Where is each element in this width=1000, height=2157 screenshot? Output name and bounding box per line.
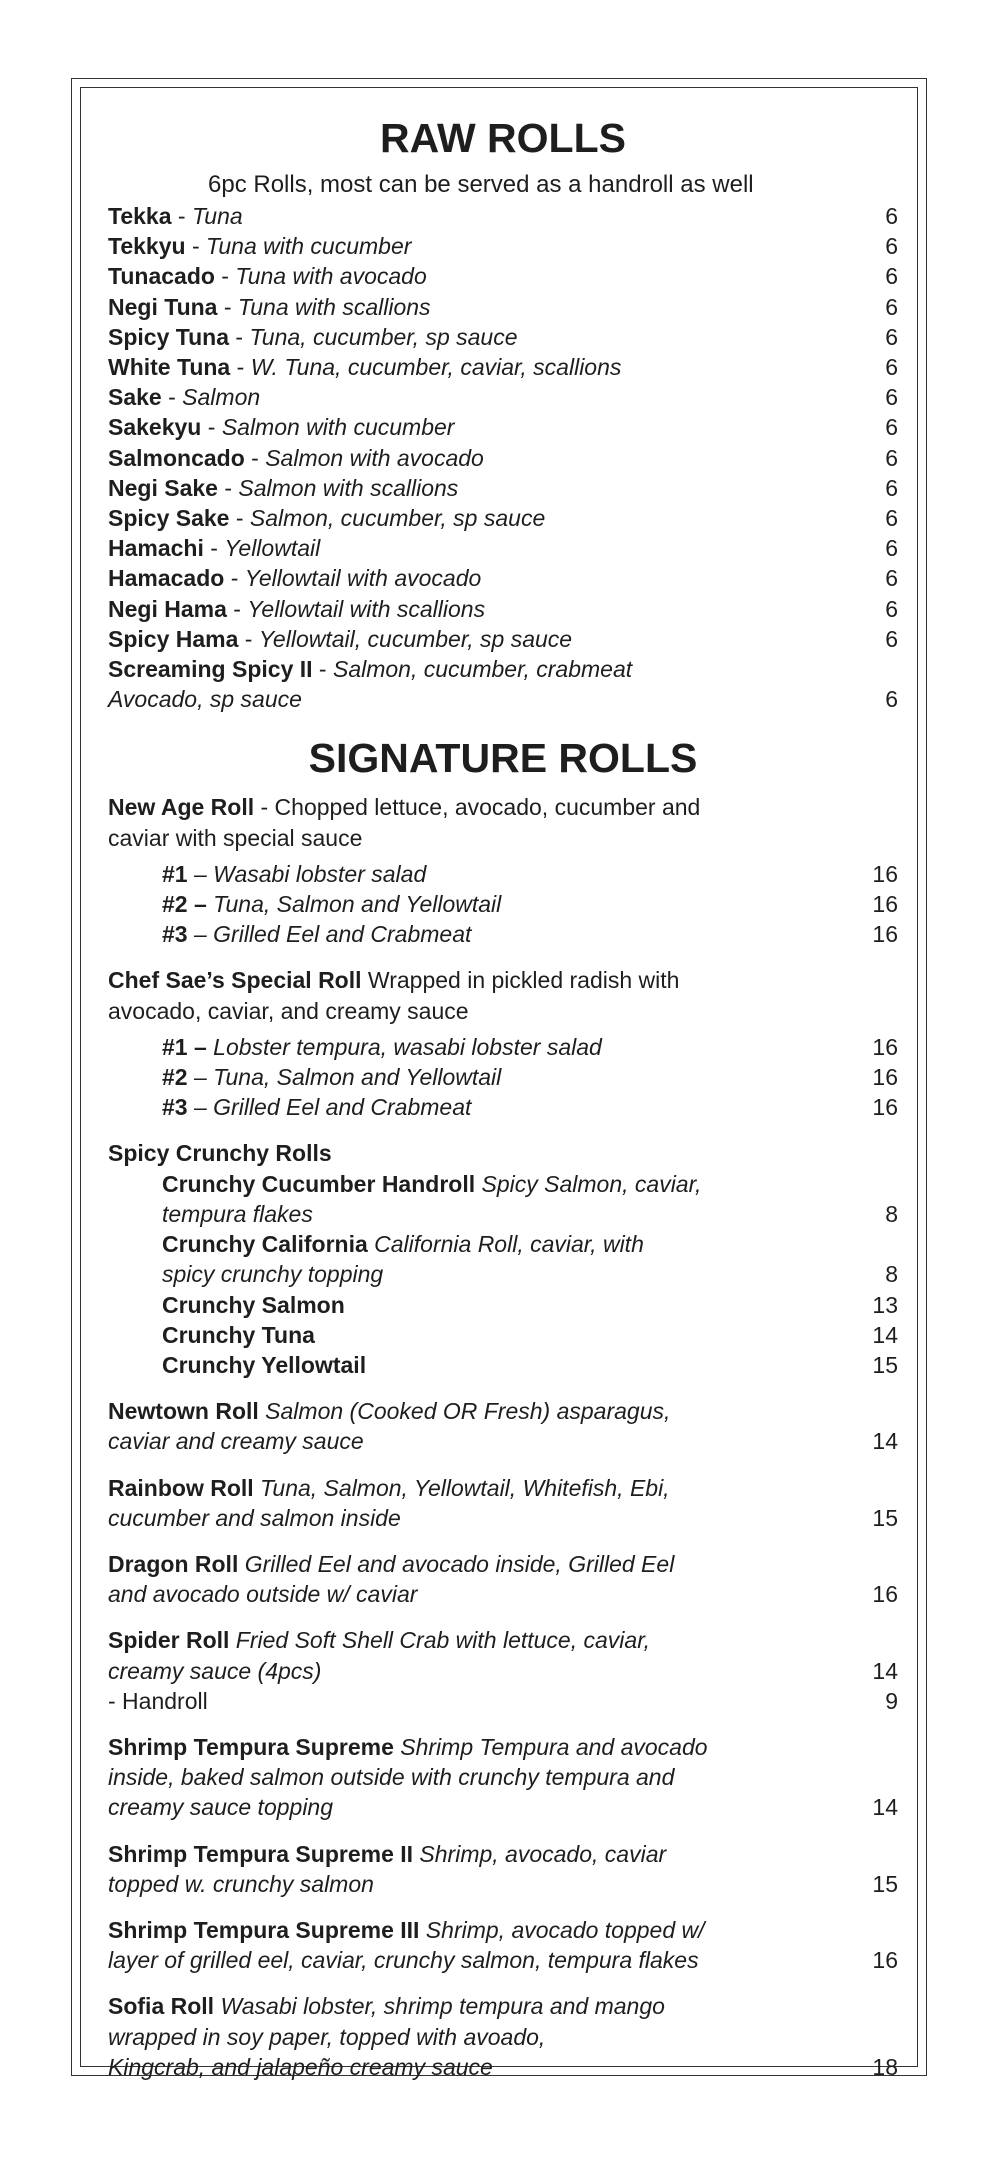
option-desc: – Wasabi lobster salad [187,860,427,887]
menu-item-raw-roll: Negi Sake - Salmon with scallions 6 [108,473,898,503]
menu-item-raw-roll: Sake - Salmon 6 [108,382,898,412]
option-row [108,859,898,889]
item-name: Crunchy Yellowtail [162,1351,367,1378]
menu-content [108,110,898,2082]
item-name: Tekka [108,203,172,229]
item-name: Sofia Roll [108,1993,215,2020]
item-name: Shrimp Tempura Supreme II [108,1840,414,1867]
item-desc: Salmon (Cooked OR Fresh) asparagus, [258,1398,671,1425]
item-price: 13 [872,1291,898,1318]
item-desc: creamy sauce topping [108,1794,334,1821]
menu-item-crunchy-salmon [108,1290,898,1320]
item-price: 16 [872,1033,898,1060]
item-desc: tempura flakes [162,1200,313,1227]
item-price: 6 [885,565,898,592]
menu-item-raw-roll: Tunacado - Tuna with avocado 6 [108,261,898,291]
item-price: 6 [885,474,898,501]
item-desc: wrapped in soy paper, topped with avoado, [108,2023,546,2050]
section-title: Spicy Crunchy Rolls [108,1140,332,1167]
raw-rolls-subtitle: 6pc Rolls, most can be served as a handroll as well [208,171,754,198]
item-desc: Kingcrab, and jalapeño creamy sauce [108,2053,493,2080]
item-price: 16 [872,1064,898,1091]
option-row [108,1062,898,1092]
menu-item-shrimp-tempura-supreme-iii [108,1915,898,1975]
menu-item-crunchy-california [108,1229,898,1259]
option-num: #3 [162,1094,188,1121]
item-name: Negi Hama [108,595,227,622]
option-row [108,1032,898,1062]
handroll-label: - Handroll [108,1687,208,1714]
item-price: 15 [872,1870,898,1897]
item-desc: and avocado outside w/ caviar [108,1581,418,1608]
item-desc: Salmon with avocado [265,444,484,471]
menu-item-crunchy-cucumber [108,1169,898,1199]
item-price: 15 [872,1504,898,1531]
item-desc: cucumber and salmon inside [108,1504,401,1531]
option-num: #2 [162,1064,188,1091]
item-name: Spider Roll [108,1627,230,1654]
menu-item-screaming-spicy-cont [108,684,898,714]
option-num: #2 – [162,891,207,918]
item-price: 8 [885,1261,898,1288]
item-desc: Shrimp, avocado, caviar [413,1840,667,1867]
menu-item-raw-roll: Hamacado - Yellowtail with avocado 6 [108,563,898,593]
menu-item-newtown-roll [108,1396,898,1456]
item-price: 6 [885,625,898,652]
item-price: 16 [872,860,898,887]
item-price: 6 [885,444,898,471]
item-price: 9 [885,1687,898,1714]
item-name: Crunchy Salmon [162,1291,345,1318]
item-desc: caviar and creamy sauce [108,1428,364,1455]
item-name: Negi Tuna [108,293,218,320]
menu-item-raw-roll: Tekka - Tuna 6 [108,201,898,231]
item-desc: Tuna with cucumber [206,233,412,260]
item-name: Rainbow Roll [108,1474,254,1501]
item-desc: Wrapped in pickled radish with [361,967,680,994]
item-price: 15 [872,1351,898,1378]
item-name: White Tuna [108,354,231,381]
raw-rolls-list [108,201,898,654]
item-name: Spicy Sake [108,505,230,532]
item-name: Spicy Tuna [108,323,229,350]
item-price: 6 [885,233,898,260]
item-price: 6 [885,535,898,562]
item-price: 6 [885,686,898,713]
item-price: 6 [885,414,898,441]
item-name: Dragon Roll [108,1550,239,1577]
menu-item-raw-roll: Spicy Sake - Salmon, cucumber, sp sauce 6 [108,503,898,533]
item-desc: Grilled Eel and avocado inside, Grilled Eel [238,1550,675,1577]
item-desc: Tuna with scallions [237,293,431,320]
item-name: Spicy Hama [108,625,239,652]
item-desc: W. Tuna, cucumber, caviar, scallions [250,354,622,381]
item-name: Hamachi [108,535,204,562]
item-price: 14 [872,1428,898,1455]
item-price: 16 [872,891,898,918]
menu-item-raw-roll: Salmoncado - Salmon with avocado 6 [108,443,898,473]
item-desc: Tuna, cucumber, sp sauce [249,323,518,350]
item-desc: Spicy Salmon, caviar, [475,1170,702,1197]
item-desc: Salmon with cucumber [221,414,455,441]
item-name: Negi Sake [108,474,218,501]
item-name: Screaming Spicy II [108,656,313,683]
menu-item-raw-roll: White Tuna - W. Tuna, cucumber, caviar, scallions 6 [108,352,898,382]
item-price: 14 [872,1657,898,1684]
item-desc: Shrimp Tempura and avocado [393,1733,708,1760]
option-desc: – Grilled Eel and Crabmeat [187,1094,472,1121]
item-name: Hamacado [108,565,225,592]
menu-item-rainbow-roll [108,1473,898,1533]
menu-item-raw-roll: Spicy Hama - Yellowtail, cucumber, sp sauce 6 [108,624,898,654]
item-desc: Yellowtail with scallions [247,595,486,622]
item-desc: Avocado, sp sauce [108,686,302,713]
item-name: Crunchy Cucumber Handroll [162,1170,476,1197]
item-desc: Shrimp, avocado topped w/ [419,1916,705,1943]
item-price: 18 [872,2053,898,2080]
item-desc: Salmon, cucumber, sp sauce [249,505,546,532]
item-desc: Fried Soft Shell Crab with lettuce, caviar, [229,1627,650,1654]
option-row [108,1092,898,1122]
menu-item-spider-roll [108,1625,898,1716]
item-price: 6 [885,203,898,229]
option-num: #1 [162,860,188,887]
item-price: 16 [872,921,898,948]
item-desc: spicy crunchy topping [162,1261,384,1288]
item-price: 6 [885,323,898,350]
menu-item-raw-roll: Negi Hama - Yellowtail with scallions 6 [108,594,898,624]
item-name: Salmoncado [108,444,245,471]
option-num: #3 [162,921,188,948]
item-desc: avocado, caviar, and creamy sauce [108,997,469,1024]
menu-item-raw-roll: Spicy Tuna - Tuna, cucumber, sp sauce 6 [108,322,898,352]
item-name: Chef Sae’s Special Roll [108,967,362,994]
menu-item-raw-roll: Negi Tuna - Tuna with scallions 6 [108,292,898,322]
item-name: Tunacado [108,263,215,290]
option-row [108,889,898,919]
item-price: 6 [885,354,898,381]
option-desc: Lobster tempura, wasabi lobster salad [206,1033,602,1060]
item-desc: creamy sauce (4pcs) [108,1657,322,1684]
option-desc: Tuna, Salmon and Yellowtail [206,891,502,918]
option-row [108,919,898,949]
item-price: 6 [885,384,898,411]
item-name: Crunchy California [162,1231,368,1258]
option-desc: – Tuna, Salmon and Yellowtail [187,1064,502,1091]
option-num: #1 – [162,1033,207,1060]
item-desc: Tuna, Salmon, Yellowtail, Whitefish, Ebi, [253,1474,670,1501]
item-price: 6 [885,293,898,320]
menu-item-raw-roll: Tekkyu - Tuna with cucumber 6 [108,231,898,261]
raw-rolls-title: RAW ROLLS [380,115,626,161]
item-price: 16 [872,1581,898,1608]
menu-section-spicy-crunchy [108,1138,898,1380]
signature-rolls-title: SIGNATURE ROLLS [308,735,698,782]
item-price: 14 [872,1794,898,1821]
menu-item-sofia-roll [108,1991,898,2082]
item-desc: topped w. crunchy salmon [108,1870,374,1897]
menu-item-new-age-roll [108,792,898,949]
menu-item-raw-roll: Sakekyu - Salmon with cucumber 6 [108,412,898,442]
item-desc: - Chopped lettuce, avocado, cucumber and [254,794,701,821]
item-name: New Age Roll [108,794,255,821]
item-name: Shrimp Tempura Supreme III [108,1916,420,1943]
menu-item-crunchy-yellowtail [108,1350,898,1380]
item-price: 8 [885,1200,898,1227]
item-desc: Yellowtail with avocado [244,565,482,592]
menu-item-shrimp-tempura-supreme-ii [108,1839,898,1899]
menu-item-chef-sae-special-roll [108,965,898,1122]
item-price: 16 [872,1947,898,1974]
item-price: 16 [872,1094,898,1121]
item-name: Tekkyu [108,233,186,260]
item-desc: layer of grilled eel, caviar, crunchy salmon, tempura flakes [108,1947,699,1974]
item-desc: Tuna [191,203,243,229]
menu-item-crunchy-tuna [108,1320,898,1350]
item-desc: Wasabi lobster, shrimp tempura and mango [214,1993,665,2020]
item-name: Shrimp Tempura Supreme [108,1733,394,1760]
item-name: Sake [108,384,162,411]
item-desc: Salmon, cucumber, crabmeat [332,656,633,683]
option-desc: – Grilled Eel and Crabmeat [187,921,472,948]
item-price: 14 [872,1321,898,1348]
item-desc: Salmon with scallions [238,474,459,501]
menu-item-dragon-roll [108,1549,898,1609]
item-desc: Yellowtail, cucumber, sp sauce [258,625,573,652]
item-desc: inside, baked salmon outside with crunchy tempura and [108,1764,675,1791]
item-desc: Tuna with avocado [235,263,427,290]
item-desc: Yellowtail [224,535,321,562]
item-name: Crunchy Tuna [162,1321,315,1348]
item-price: 6 [885,595,898,622]
item-name: Newtown Roll [108,1398,259,1425]
item-desc: caviar with special sauce [108,824,363,851]
item-desc: Salmon [182,384,261,411]
menu-item-screaming-spicy: Screaming Spicy II - Salmon, cucumber, crabmeat [108,656,633,683]
item-desc: California Roll, caviar, with [367,1231,644,1258]
menu-item-shrimp-tempura-supreme [108,1732,898,1823]
item-price: 6 [885,505,898,532]
item-name: Sakekyu [108,414,202,441]
item-price: 6 [885,263,898,290]
menu-item-raw-roll: Hamachi - Yellowtail 6 [108,533,898,563]
